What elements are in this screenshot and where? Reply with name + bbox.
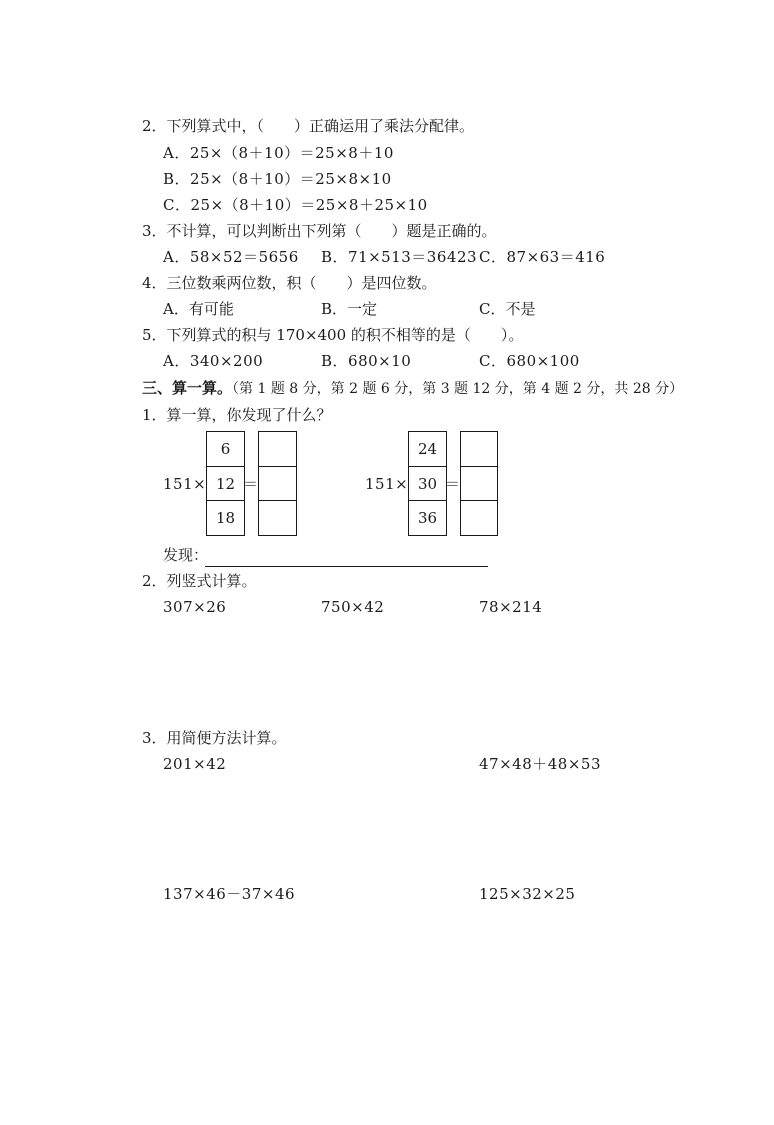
left-factor-1: 6 bbox=[220, 439, 231, 458]
problem-2-item-1: 307×26 bbox=[163, 598, 227, 616]
problem-3-item-4: 125×32×25 bbox=[479, 885, 576, 903]
problem-2-item-3: 78×214 bbox=[479, 598, 543, 616]
problem-1-stem: 1．算一算，你发现了什么？ bbox=[142, 406, 332, 424]
section-3-heading bbox=[142, 378, 683, 399]
question-4-option-a: A．有可能 bbox=[163, 300, 234, 318]
left-factor-2: 12 bbox=[207, 466, 244, 500]
question-2-option-b: B．25×（8＋10）＝25×8×10 bbox=[163, 170, 392, 188]
right-factor-1: 24 bbox=[417, 439, 438, 458]
right-factor-3: 36 bbox=[409, 500, 446, 534]
problem-3-item-3: 137×46－37×46 bbox=[163, 885, 296, 903]
left-answer-box bbox=[258, 431, 297, 536]
problem-3-stem: 3．用简便方法计算。 bbox=[142, 729, 287, 747]
question-2-option-a: A．25×（8＋10）＝25×8＋10 bbox=[163, 144, 394, 162]
right-multiplier: 151× bbox=[365, 475, 409, 493]
question-3-option-a: A．58×52＝5656 bbox=[163, 248, 299, 266]
left-multiplier: 151× bbox=[163, 475, 207, 493]
question-3-option-c: C．87×63＝416 bbox=[479, 248, 606, 266]
left-answer-2[interactable] bbox=[259, 466, 296, 500]
question-2-stem: 2．下列算式中，（ ）正确运用了乘法分配律。 bbox=[142, 117, 475, 135]
right-answer-2[interactable] bbox=[461, 466, 497, 500]
question-3-option-b: B．71×513＝36423 bbox=[321, 248, 478, 266]
question-3-stem: 3．不计算，可以判断出下列第（ ）题是正确的。 bbox=[142, 222, 497, 240]
question-4-option-b: B．一定 bbox=[321, 300, 378, 318]
right-answer-box bbox=[460, 431, 498, 536]
right-answer-1[interactable] bbox=[461, 432, 497, 465]
question-2-option-c: C．25×（8＋10）＝25×8＋25×10 bbox=[163, 196, 428, 214]
left-equals: ＝ bbox=[243, 475, 259, 493]
question-5-option-c: C．680×100 bbox=[479, 352, 580, 370]
right-factor-2: 30 bbox=[409, 466, 446, 500]
discover-answer-line[interactable] bbox=[205, 566, 488, 567]
section-3-title: 三、算一算。 bbox=[142, 379, 233, 397]
question-5-stem: 5．下列算式的积与 170×400 的积不相等的是（ ）。 bbox=[142, 326, 524, 344]
section-3-score-note: （第 1 题 8 分，第 2 题 6 分，第 3 题 12 分，第 4 题 2 分，共 28 分） bbox=[232, 381, 684, 397]
left-factor-box bbox=[206, 431, 245, 536]
left-answer-1[interactable] bbox=[259, 432, 296, 465]
problem-3-item-2: 47×48＋48×53 bbox=[479, 755, 601, 773]
question-4-option-c: C．不是 bbox=[479, 300, 536, 318]
problem-2-item-2: 750×42 bbox=[321, 598, 385, 616]
question-4-stem: 4．三位数乘两位数，积（ ）是四位数。 bbox=[142, 274, 437, 292]
left-answer-3[interactable] bbox=[259, 500, 296, 534]
right-equals: ＝ bbox=[445, 475, 461, 493]
right-answer-3[interactable] bbox=[461, 500, 497, 534]
problem-2-stem: 2．列竖式计算。 bbox=[142, 572, 257, 590]
left-factor-3: 18 bbox=[207, 500, 244, 534]
discover-label: 发现： bbox=[163, 546, 209, 564]
question-5-option-b: B．680×10 bbox=[321, 352, 412, 370]
question-5-option-a: A．340×200 bbox=[163, 352, 264, 370]
right-factor-box bbox=[408, 431, 447, 536]
problem-3-item-1: 201×42 bbox=[163, 755, 227, 773]
